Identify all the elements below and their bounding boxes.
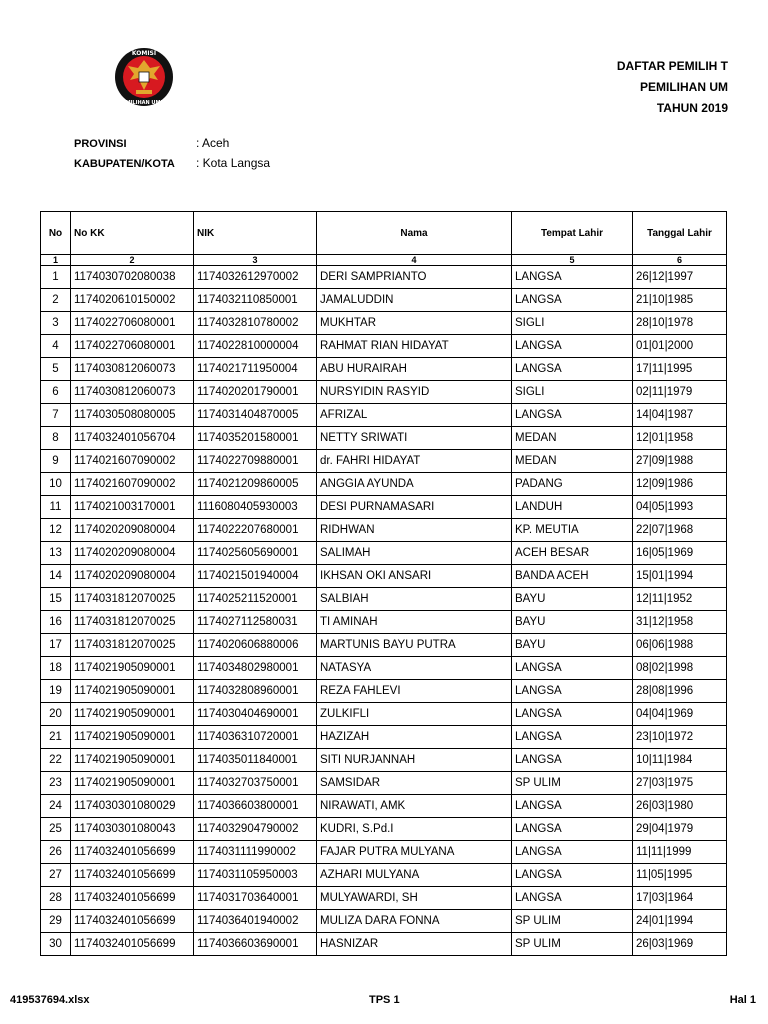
cell-tempat-lahir: LANGSA <box>512 864 633 887</box>
table-row <box>41 887 727 910</box>
table-row <box>41 266 727 289</box>
cell-no-kk: 1174021905090001 <box>71 749 194 772</box>
cell-no-kk: 1174022706080001 <box>71 312 194 335</box>
cell-no-kk: 1174032401056699 <box>71 933 194 956</box>
cell-no-kk: 1174021003170001 <box>71 496 194 519</box>
cell-nama: MULYAWARDI, SH <box>317 887 512 910</box>
cell-nik: 1174021711950004 <box>194 358 317 381</box>
cell-nik: 1174036310720001 <box>194 726 317 749</box>
cell-no: 1 <box>41 266 71 289</box>
cell-nik: 1174030404690001 <box>194 703 317 726</box>
cell-nama: JAMALUDDIN <box>317 289 512 312</box>
cell-tempat-lahir: BAYU <box>512 634 633 657</box>
cell-nik: 1174022207680001 <box>194 519 317 542</box>
cell-nik: 1174034802980001 <box>194 657 317 680</box>
cell-nama: NIRAWATI, AMK <box>317 795 512 818</box>
cell-nik: 1116080405930003 <box>194 496 317 519</box>
cell-tanggal-lahir: 24|01|1994 <box>633 910 727 933</box>
column-number: 4 <box>317 255 512 266</box>
cell-nama: AFRIZAL <box>317 404 512 427</box>
table-row <box>41 289 727 312</box>
cell-nik: 1174031105950003 <box>194 864 317 887</box>
cell-nik: 1174021501940004 <box>194 565 317 588</box>
cell-nama: NURSYIDIN RASYID <box>317 381 512 404</box>
cell-nama: ANGGIA AYUNDA <box>317 473 512 496</box>
table-row <box>41 450 727 473</box>
cell-nama: HAZIZAH <box>317 726 512 749</box>
cell-tanggal-lahir: 22|07|1968 <box>633 519 727 542</box>
cell-no: 13 <box>41 542 71 565</box>
table-row <box>41 726 727 749</box>
cell-nik: 1174031703640001 <box>194 887 317 910</box>
cell-nama: MARTUNIS BAYU PUTRA <box>317 634 512 657</box>
table-row <box>41 841 727 864</box>
cell-tempat-lahir: BAYU <box>512 611 633 634</box>
table-row <box>41 634 727 657</box>
table-row <box>41 404 727 427</box>
cell-no-kk: 1174020610150002 <box>71 289 194 312</box>
cell-tempat-lahir: LANDUH <box>512 496 633 519</box>
cell-nama: dr. FAHRI HIDAYAT <box>317 450 512 473</box>
cell-tempat-lahir: LANGSA <box>512 726 633 749</box>
cell-no-kk: 1174020209080004 <box>71 542 194 565</box>
cell-no-kk: 1174032401056699 <box>71 887 194 910</box>
cell-tanggal-lahir: 31|12|1958 <box>633 611 727 634</box>
cell-tempat-lahir: SP ULIM <box>512 910 633 933</box>
cell-no-kk: 1174032401056699 <box>71 841 194 864</box>
cell-tempat-lahir: SIGLI <box>512 312 633 335</box>
cell-tempat-lahir: ACEH BESAR <box>512 542 633 565</box>
cell-nik: 1174027112580031 <box>194 611 317 634</box>
cell-tempat-lahir: LANGSA <box>512 404 633 427</box>
cell-nama: SALIMAH <box>317 542 512 565</box>
cell-tanggal-lahir: 10|11|1984 <box>633 749 727 772</box>
cell-no: 23 <box>41 772 71 795</box>
table-row <box>41 519 727 542</box>
cell-no: 28 <box>41 887 71 910</box>
cell-nik: 1174036603800001 <box>194 795 317 818</box>
cell-no: 11 <box>41 496 71 519</box>
cell-nama: NETTY SRIWATI <box>317 427 512 450</box>
column-number: 6 <box>633 255 727 266</box>
kpu-logo <box>114 46 174 108</box>
table-row <box>41 427 727 450</box>
cell-no: 16 <box>41 611 71 634</box>
cell-nik: 1174032703750001 <box>194 772 317 795</box>
cell-nik: 1174020201790001 <box>194 381 317 404</box>
cell-no-kk: 1174021905090001 <box>71 657 194 680</box>
table-row <box>41 680 727 703</box>
cell-no-kk: 1174030812060073 <box>71 358 194 381</box>
header-no: No <box>41 212 71 255</box>
cell-nama: DESI PURNAMASARI <box>317 496 512 519</box>
cell-tempat-lahir: SIGLI <box>512 381 633 404</box>
kpu-emblem-icon <box>114 46 174 108</box>
kabupaten-label: KABUPATEN/KOTA <box>74 158 175 170</box>
cell-tanggal-lahir: 04|04|1969 <box>633 703 727 726</box>
cell-tanggal-lahir: 26|03|1969 <box>633 933 727 956</box>
cell-nama: MUKHTAR <box>317 312 512 335</box>
cell-nama: MULIZA DARA FONNA <box>317 910 512 933</box>
cell-no: 30 <box>41 933 71 956</box>
table-row <box>41 910 727 933</box>
cell-tanggal-lahir: 12|01|1958 <box>633 427 727 450</box>
cell-tanggal-lahir: 17|03|1964 <box>633 887 727 910</box>
cell-nama: REZA FAHLEVI <box>317 680 512 703</box>
cell-tempat-lahir: SP ULIM <box>512 933 633 956</box>
column-number: 5 <box>512 255 633 266</box>
cell-nama: SALBIAH <box>317 588 512 611</box>
footer-page: Hal 1 <box>729 994 756 1006</box>
cell-nik: 1174032904790002 <box>194 818 317 841</box>
header-no-kk: No KK <box>71 212 194 255</box>
cell-no-kk: 1174030508080005 <box>71 404 194 427</box>
cell-tempat-lahir: MEDAN <box>512 450 633 473</box>
cell-nama: AZHARI MULYANA <box>317 864 512 887</box>
cell-nama: IKHSAN OKI ANSARI <box>317 565 512 588</box>
footer-tps: TPS 1 <box>369 994 400 1006</box>
table-row <box>41 588 727 611</box>
cell-nik: 1174025605690001 <box>194 542 317 565</box>
cell-no: 19 <box>41 680 71 703</box>
cell-tempat-lahir: KP. MEUTIA <box>512 519 633 542</box>
table-row <box>41 381 727 404</box>
cell-tempat-lahir: LANGSA <box>512 358 633 381</box>
title-line-2: PEMILIHAN UM <box>640 80 728 94</box>
cell-tanggal-lahir: 14|04|1987 <box>633 404 727 427</box>
cell-no: 27 <box>41 864 71 887</box>
cell-nama: ZULKIFLI <box>317 703 512 726</box>
cell-nik: 1174032810780002 <box>194 312 317 335</box>
table-row <box>41 703 727 726</box>
cell-nama: DERI SAMPRIANTO <box>317 266 512 289</box>
cell-nama: TI AMINAH <box>317 611 512 634</box>
provinsi-row <box>74 136 229 150</box>
cell-tanggal-lahir: 17|11|1995 <box>633 358 727 381</box>
cell-tempat-lahir: LANGSA <box>512 289 633 312</box>
cell-tempat-lahir: LANGSA <box>512 795 633 818</box>
cell-tanggal-lahir: 26|03|1980 <box>633 795 727 818</box>
cell-tempat-lahir: BANDA ACEH <box>512 565 633 588</box>
cell-no-kk: 1174020209080004 <box>71 565 194 588</box>
cell-tempat-lahir: PADANG <box>512 473 633 496</box>
cell-nama: SITI NURJANNAH <box>317 749 512 772</box>
cell-nama: FAJAR PUTRA MULYANA <box>317 841 512 864</box>
title-line-1: DAFTAR PEMILIH T <box>616 59 728 73</box>
cell-no-kk: 1174020209080004 <box>71 519 194 542</box>
cell-nik: 1174036401940002 <box>194 910 317 933</box>
cell-nik: 1174035011840001 <box>194 749 317 772</box>
cell-no: 29 <box>41 910 71 933</box>
cell-no-kk: 1174030702080038 <box>71 266 194 289</box>
svg-text:KOMISI: KOMISI <box>131 50 157 57</box>
voter-table-body <box>41 266 727 956</box>
cell-tanggal-lahir: 28|10|1978 <box>633 312 727 335</box>
cell-tanggal-lahir: 27|09|1988 <box>633 450 727 473</box>
cell-no-kk: 1174021905090001 <box>71 726 194 749</box>
cell-no: 17 <box>41 634 71 657</box>
svg-text:PEMILIHAN UMUM: PEMILIHAN UMUM <box>118 100 170 106</box>
table-row <box>41 565 727 588</box>
cell-tempat-lahir: LANGSA <box>512 680 633 703</box>
table-row <box>41 818 727 841</box>
cell-nama: HASNIZAR <box>317 933 512 956</box>
column-number-row <box>41 255 727 266</box>
cell-no: 7 <box>41 404 71 427</box>
table-row <box>41 542 727 565</box>
cell-tanggal-lahir: 16|05|1969 <box>633 542 727 565</box>
cell-no: 4 <box>41 335 71 358</box>
cell-no-kk: 1174030812060073 <box>71 381 194 404</box>
table-row <box>41 611 727 634</box>
cell-no-kk: 1174032401056699 <box>71 864 194 887</box>
cell-nik: 1174035201580001 <box>194 427 317 450</box>
cell-no-kk: 1174021607090002 <box>71 473 194 496</box>
cell-nama: NATASYA <box>317 657 512 680</box>
cell-no: 18 <box>41 657 71 680</box>
cell-tempat-lahir: LANGSA <box>512 266 633 289</box>
cell-tempat-lahir: LANGSA <box>512 887 633 910</box>
cell-tempat-lahir: LANGSA <box>512 335 633 358</box>
cell-tanggal-lahir: 11|11|1999 <box>633 841 727 864</box>
table-row <box>41 657 727 680</box>
cell-tanggal-lahir: 06|06|1988 <box>633 634 727 657</box>
provinsi-value: : Aceh <box>196 136 230 150</box>
cell-no-kk: 1174032401056699 <box>71 910 194 933</box>
cell-no-kk: 1174021905090001 <box>71 772 194 795</box>
cell-tanggal-lahir: 15|01|1994 <box>633 565 727 588</box>
cell-tempat-lahir: MEDAN <box>512 427 633 450</box>
cell-nama: RAHMAT RIAN HIDAYAT <box>317 335 512 358</box>
cell-nik: 1174036603690001 <box>194 933 317 956</box>
cell-tanggal-lahir: 01|01|2000 <box>633 335 727 358</box>
cell-no-kk: 1174032401056704 <box>71 427 194 450</box>
cell-nik: 1174032110850001 <box>194 289 317 312</box>
cell-no: 9 <box>41 450 71 473</box>
table-row <box>41 335 727 358</box>
cell-no: 12 <box>41 519 71 542</box>
cell-nik: 1174021209860005 <box>194 473 317 496</box>
cell-no: 3 <box>41 312 71 335</box>
cell-tempat-lahir: LANGSA <box>512 749 633 772</box>
cell-tanggal-lahir: 29|04|1979 <box>633 818 727 841</box>
header-nama: Nama <box>317 212 512 255</box>
cell-no: 2 <box>41 289 71 312</box>
cell-nik: 1174032808960001 <box>194 680 317 703</box>
cell-no-kk: 1174030301080029 <box>71 795 194 818</box>
cell-tanggal-lahir: 12|11|1952 <box>633 588 727 611</box>
footer-file-name: 419537694.xlsx <box>10 994 90 1006</box>
cell-nik: 1174022810000004 <box>194 335 317 358</box>
cell-nik: 1174020606880006 <box>194 634 317 657</box>
table-row <box>41 496 727 519</box>
cell-no: 26 <box>41 841 71 864</box>
cell-no: 25 <box>41 818 71 841</box>
column-number: 2 <box>71 255 194 266</box>
cell-nama: RIDHWAN <box>317 519 512 542</box>
table-row <box>41 358 727 381</box>
cell-tempat-lahir: LANGSA <box>512 841 633 864</box>
cell-tanggal-lahir: 26|12|1997 <box>633 266 727 289</box>
cell-no-kk: 1174022706080001 <box>71 335 194 358</box>
table-row <box>41 772 727 795</box>
cell-tempat-lahir: LANGSA <box>512 703 633 726</box>
cell-nik: 1174031111990002 <box>194 841 317 864</box>
cell-no: 8 <box>41 427 71 450</box>
cell-tempat-lahir: BAYU <box>512 588 633 611</box>
cell-tempat-lahir: SP ULIM <box>512 772 633 795</box>
cell-no-kk: 1174031812070025 <box>71 611 194 634</box>
cell-nama: ABU HURAIRAH <box>317 358 512 381</box>
cell-tanggal-lahir: 02|11|1979 <box>633 381 727 404</box>
table-row <box>41 312 727 335</box>
provinsi-label: PROVINSI <box>74 138 127 150</box>
header-tanggal-lahir: Tanggal Lahir <box>633 212 727 255</box>
title-line-3: TAHUN 2019 <box>656 101 728 115</box>
cell-no: 24 <box>41 795 71 818</box>
cell-nama: KUDRI, S.Pd.I <box>317 818 512 841</box>
cell-nik: 1174031404870005 <box>194 404 317 427</box>
cell-nik: 1174022709880001 <box>194 450 317 473</box>
cell-tanggal-lahir: 21|10|1985 <box>633 289 727 312</box>
cell-no: 14 <box>41 565 71 588</box>
cell-nama: SAMSIDAR <box>317 772 512 795</box>
cell-no-kk: 1174021607090002 <box>71 450 194 473</box>
table-row <box>41 749 727 772</box>
cell-nik: 1174032612970002 <box>194 266 317 289</box>
cell-no: 5 <box>41 358 71 381</box>
cell-tanggal-lahir: 08|02|1998 <box>633 657 727 680</box>
cell-tempat-lahir: LANGSA <box>512 818 633 841</box>
cell-tanggal-lahir: 11|05|1995 <box>633 864 727 887</box>
cell-no-kk: 1174021905090001 <box>71 703 194 726</box>
cell-tempat-lahir: LANGSA <box>512 657 633 680</box>
cell-no: 15 <box>41 588 71 611</box>
cell-tanggal-lahir: 28|08|1996 <box>633 680 727 703</box>
cell-no: 21 <box>41 726 71 749</box>
cell-tanggal-lahir: 23|10|1972 <box>633 726 727 749</box>
column-number: 1 <box>41 255 71 266</box>
cell-no-kk: 1174030301080043 <box>71 818 194 841</box>
cell-tanggal-lahir: 27|03|1975 <box>633 772 727 795</box>
cell-no: 6 <box>41 381 71 404</box>
table-row <box>41 795 727 818</box>
table-row <box>41 864 727 887</box>
column-number: 3 <box>194 255 317 266</box>
document-title <box>548 56 728 119</box>
cell-no-kk: 1174021905090001 <box>71 680 194 703</box>
table-row <box>41 933 727 956</box>
cell-no: 22 <box>41 749 71 772</box>
kabupaten-value: : Kota Langsa <box>196 156 271 170</box>
header-tempat-lahir: Tempat Lahir <box>512 212 633 255</box>
cell-no: 20 <box>41 703 71 726</box>
voter-table <box>40 211 727 956</box>
cell-tanggal-lahir: 12|09|1986 <box>633 473 727 496</box>
cell-nik: 1174025211520001 <box>194 588 317 611</box>
cell-no-kk: 1174031812070025 <box>71 634 194 657</box>
table-header-row <box>41 212 727 255</box>
table-row <box>41 473 727 496</box>
cell-no: 10 <box>41 473 71 496</box>
kabupaten-row <box>74 156 270 170</box>
header-nik: NIK <box>194 212 317 255</box>
cell-tanggal-lahir: 04|05|1993 <box>633 496 727 519</box>
cell-no-kk: 1174031812070025 <box>71 588 194 611</box>
